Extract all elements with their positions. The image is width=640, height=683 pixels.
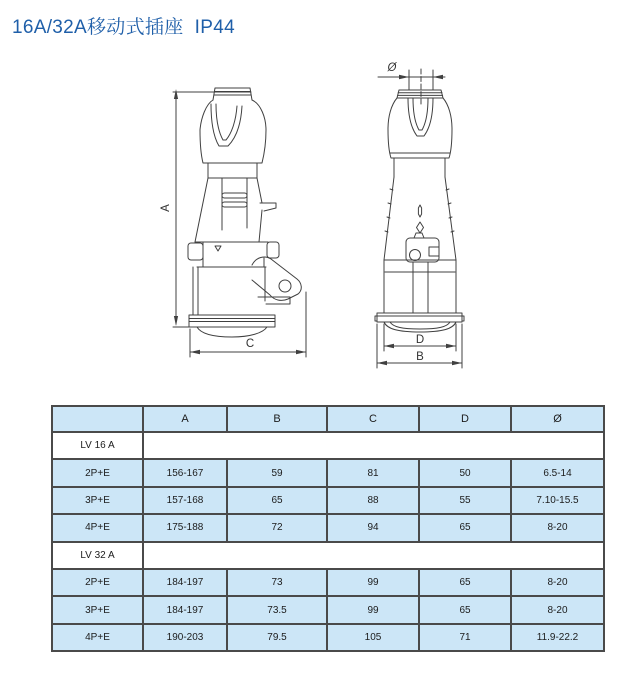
group-merged-cell bbox=[143, 542, 604, 569]
dim-label-diameter: Ø bbox=[387, 62, 397, 74]
dim-cell: 71 bbox=[419, 624, 511, 651]
dim-cell: 72 bbox=[227, 514, 327, 541]
dim-cell: 50 bbox=[419, 459, 511, 486]
socket-side-outline bbox=[188, 88, 301, 337]
row-label: 3P+E bbox=[52, 596, 143, 623]
dim-label-c: C bbox=[245, 338, 255, 350]
group-row-lv32a bbox=[52, 542, 604, 569]
col-header-b: B bbox=[227, 406, 327, 432]
page-title: 16A/32A移动式插座 IP44 bbox=[12, 17, 235, 38]
dim-cell: 81 bbox=[327, 459, 419, 486]
dim-cell: 8-20 bbox=[511, 569, 604, 596]
side-view-drawing bbox=[140, 56, 340, 372]
dimension-a bbox=[160, 89, 251, 327]
dim-label-d: D bbox=[415, 334, 425, 346]
dim-cell: 11.9-22.2 bbox=[511, 624, 604, 651]
dim-cell: 8-20 bbox=[511, 514, 604, 541]
dim-cell: 65 bbox=[227, 487, 327, 514]
table-row bbox=[52, 596, 604, 623]
dimension-d bbox=[384, 324, 456, 351]
table-row bbox=[52, 514, 604, 541]
col-header-diameter: Ø bbox=[511, 406, 604, 432]
dim-cell: 59 bbox=[227, 459, 327, 486]
col-header-a: A bbox=[143, 406, 227, 432]
row-label: 2P+E bbox=[52, 569, 143, 596]
dim-cell: 7.10-15.5 bbox=[511, 487, 604, 514]
table-header-row bbox=[52, 406, 604, 432]
dim-cell: 184-197 bbox=[143, 596, 227, 623]
dimension-c bbox=[190, 292, 306, 357]
dim-cell: 99 bbox=[327, 596, 419, 623]
dim-cell: 99 bbox=[327, 569, 419, 596]
dim-cell: 55 bbox=[419, 487, 511, 514]
dim-cell: 175-188 bbox=[143, 514, 227, 541]
table-row bbox=[52, 459, 604, 486]
group-label: LV 16 A bbox=[52, 432, 143, 459]
dim-cell: 94 bbox=[327, 514, 419, 541]
dim-cell: 6.5-14 bbox=[511, 459, 604, 486]
col-header-d: D bbox=[419, 406, 511, 432]
row-label: 2P+E bbox=[52, 459, 143, 486]
dim-label-a: A bbox=[160, 204, 172, 212]
row-label: 3P+E bbox=[52, 487, 143, 514]
dim-cell: 157-168 bbox=[143, 487, 227, 514]
dim-cell: 65 bbox=[419, 596, 511, 623]
dim-cell: 105 bbox=[327, 624, 419, 651]
group-label: LV 32 A bbox=[52, 542, 143, 569]
dim-cell: 88 bbox=[327, 487, 419, 514]
table-row bbox=[52, 624, 604, 651]
dim-cell: 73 bbox=[227, 569, 327, 596]
dim-cell: 79.5 bbox=[227, 624, 327, 651]
dim-cell: 8-20 bbox=[511, 596, 604, 623]
dimension-table bbox=[51, 405, 605, 652]
col-header-c: C bbox=[327, 406, 419, 432]
socket-front-outline bbox=[375, 69, 464, 332]
dim-cell: 184-197 bbox=[143, 569, 227, 596]
dim-cell: 73.5 bbox=[227, 596, 327, 623]
group-merged-cell bbox=[143, 432, 604, 459]
group-row-lv16a bbox=[52, 432, 604, 459]
dim-cell: 65 bbox=[419, 514, 511, 541]
front-view-drawing bbox=[352, 55, 527, 375]
dimension-diameter bbox=[378, 62, 445, 90]
dim-cell: 156-167 bbox=[143, 459, 227, 486]
table-row bbox=[52, 487, 604, 514]
dim-cell: 190-203 bbox=[143, 624, 227, 651]
dim-cell: 65 bbox=[419, 569, 511, 596]
row-label: 4P+E bbox=[52, 624, 143, 651]
dim-label-b: B bbox=[416, 351, 424, 363]
row-label: 4P+E bbox=[52, 514, 143, 541]
col-header-blank bbox=[52, 406, 143, 432]
table-row bbox=[52, 569, 604, 596]
